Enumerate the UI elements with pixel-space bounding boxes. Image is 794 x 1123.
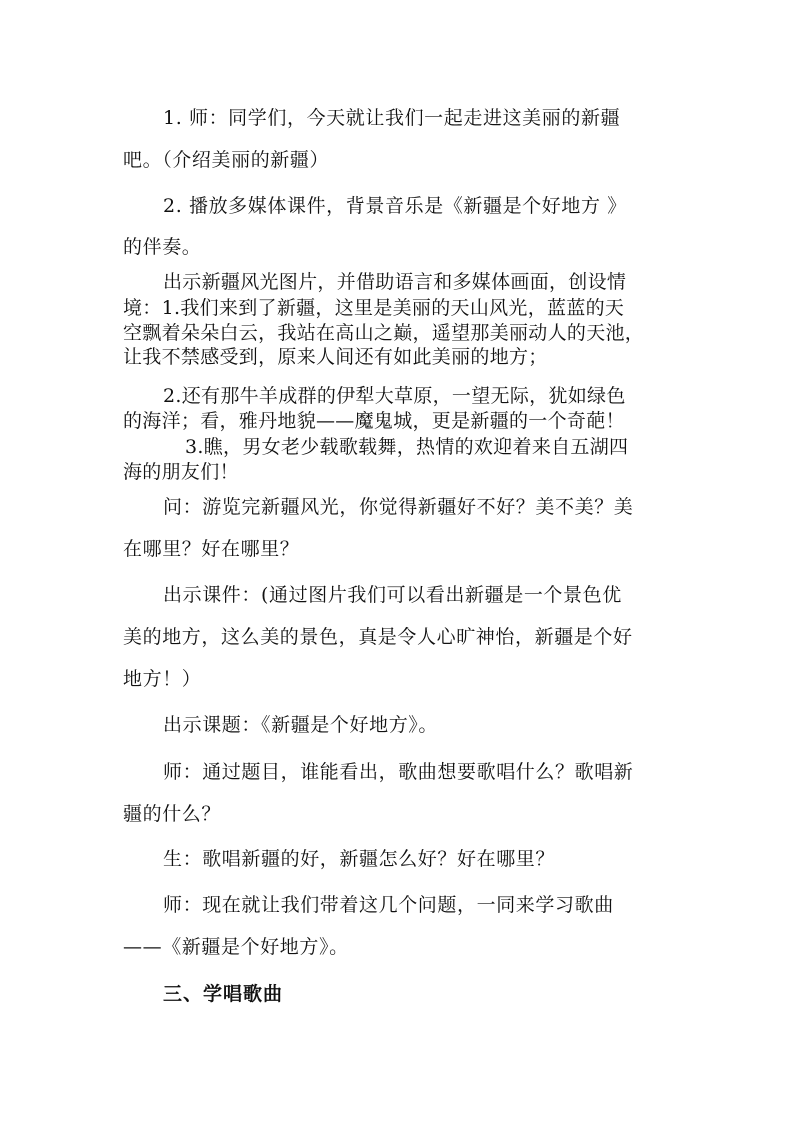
paragraph-line: 吧。（介绍美丽的新疆） [123, 149, 330, 171]
paragraph-line: 问：游览完新疆风光，你觉得新疆好不好？美不美？美 [163, 496, 634, 518]
paragraph-line: 师：通过题目，谁能看出，歌曲想要歌唱什么？歌唱新 [163, 761, 634, 783]
paragraph-line: 师：现在就让我们带着这几个问题，一同来学习歌曲 [163, 894, 614, 916]
paragraph-line: 出示新疆风光图片，并借助语言和多媒体画面，创设情 [163, 271, 627, 293]
paragraph-line: 空飘着朵朵白云，我站在高山之巅，遥望那美丽动人的天池， [123, 322, 645, 344]
paragraph-line: 2. 播放多媒体课件，背景音乐是《新疆是个好地方 》 [163, 195, 627, 217]
paragraph-line: 疆的什么？ [123, 803, 222, 825]
paragraph-line: 海的朋友们！ [123, 461, 239, 483]
paragraph-line: 地方！） [123, 668, 202, 690]
paragraph-line: 的海洋；看，雅丹地貌——魔鬼城，更是新疆的一个奇葩！ [123, 410, 625, 432]
paragraph-line: 美的地方，这么美的景色，真是令人心旷神怡，新疆是个好 [123, 626, 633, 648]
section-heading: 三、学唱歌曲 [163, 983, 284, 1005]
paragraph-line: 出示课题：《新疆是个好地方》。 [163, 714, 439, 736]
paragraph-line: 的伴奏。 [123, 236, 202, 258]
paragraph-line: 生：歌唱新疆的好，新疆怎么好？好在哪里？ [163, 848, 556, 870]
paragraph-line: 让我不禁感受到，原来人间还有如此美丽的地方； [123, 346, 548, 368]
paragraph-line: 在哪里？好在哪里？ [123, 538, 300, 560]
paragraph-line: 2.还有那牛羊成群的伊犁大草原，一望无际，犹如绿色 [163, 385, 626, 407]
paragraph-line: 出示课件：(通过图片我们可以看出新疆是一个景色优 [163, 584, 622, 606]
paragraph-line: 1. 师：同学们，今天就让我们一起走进这美丽的新疆 [163, 107, 621, 129]
paragraph-line: 境：1.我们来到了新疆，这里是美丽的天山风光，蓝蓝的天 [123, 297, 625, 319]
paragraph-line: ——《新疆是个好地方》。 [123, 936, 349, 958]
paragraph-line: 3.瞧，男女老少载歌载舞，热情的欢迎着来自五湖四 [185, 436, 629, 458]
